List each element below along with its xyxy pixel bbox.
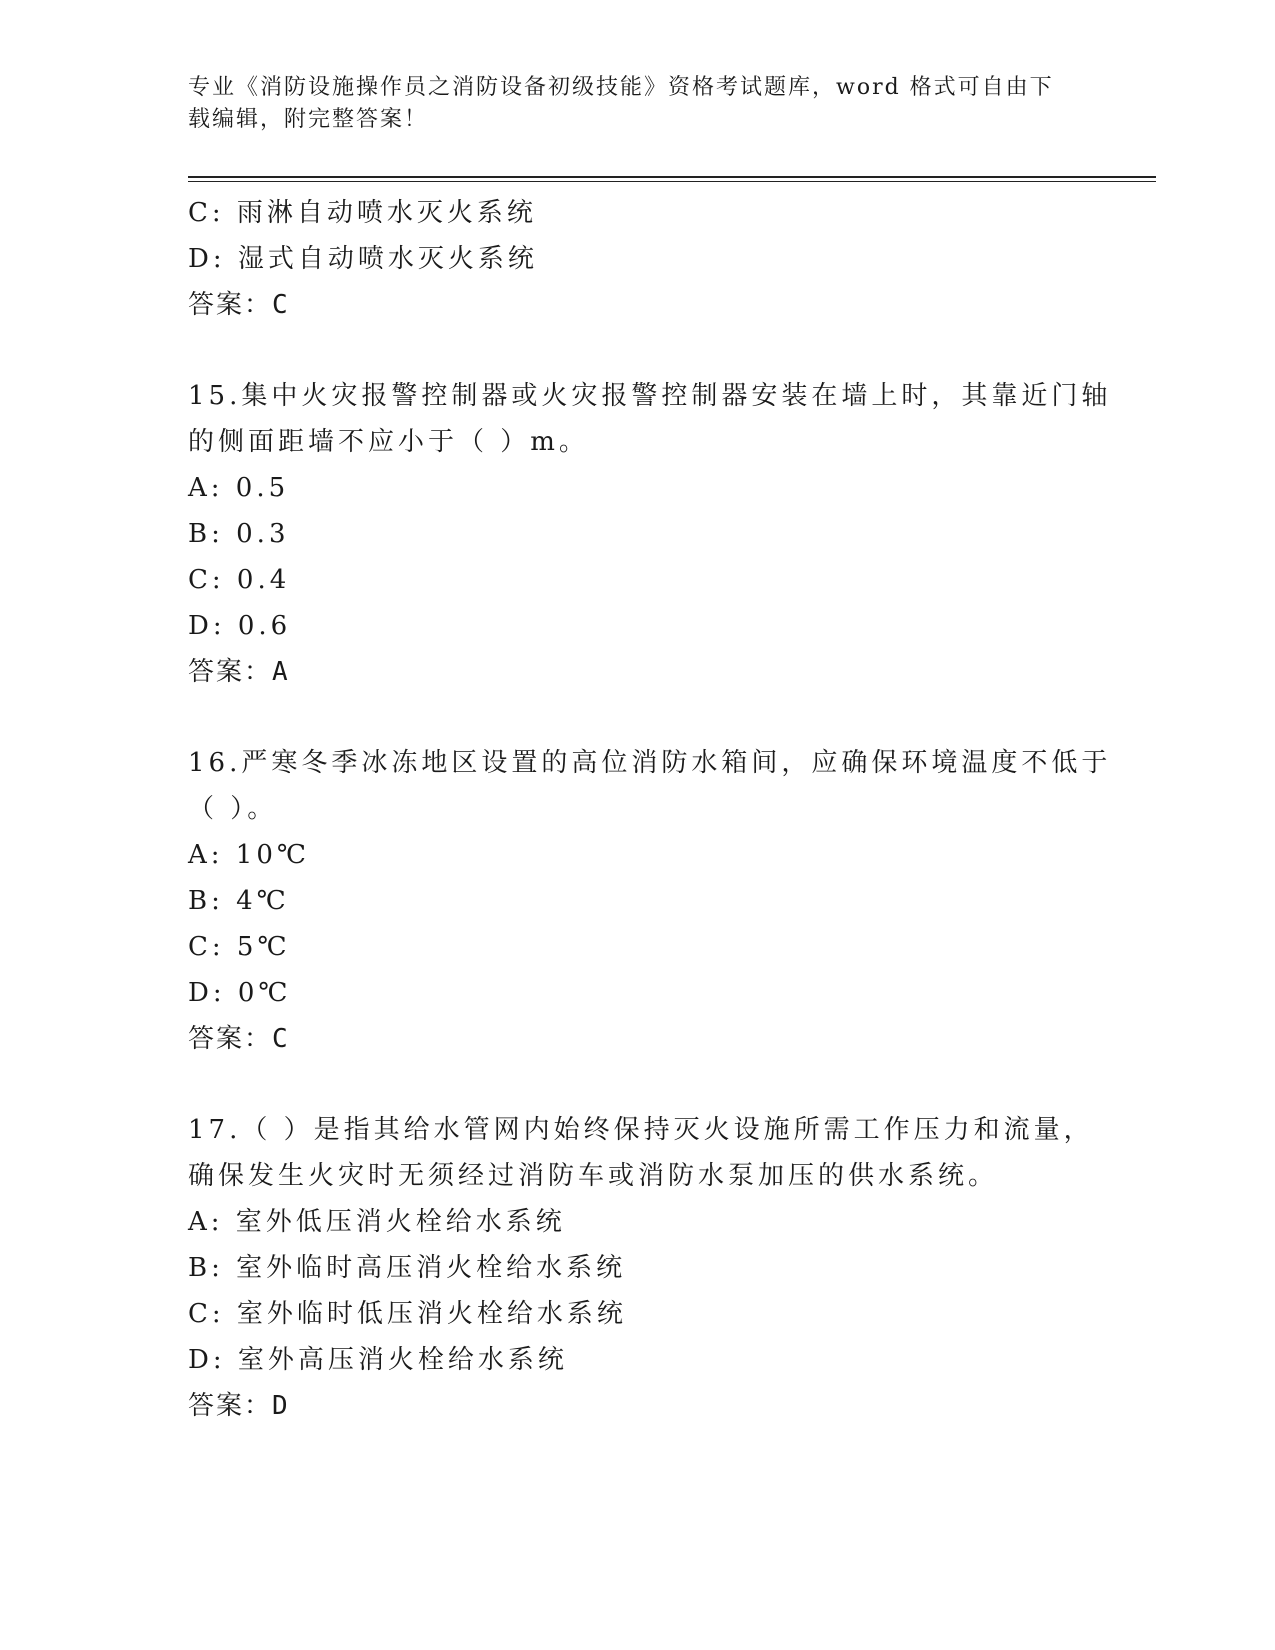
question-stem-line-1: 15.集中火灾报警控制器或火灾报警控制器安装在墙上时，其靠近门轴 [188, 381, 1112, 411]
answer-value: C [272, 1024, 290, 1054]
answer-label: 答案： [188, 657, 273, 687]
option-c: C: 室外临时低压消火栓给水系统 [188, 1299, 627, 1329]
option-a: A: 室外低压消火栓给水系统 [188, 1207, 566, 1237]
option-d: D: 0.6 [188, 611, 292, 641]
answer-line [188, 282, 1088, 328]
option-a: A: 0.5 [188, 473, 290, 503]
option-d: D: 0℃ [188, 978, 292, 1008]
answer-value: C [272, 290, 290, 320]
spacer [188, 695, 1088, 740]
option-d: D: 室外高压消火栓给水系统 [188, 1345, 568, 1375]
answer-label: 答案： [188, 290, 273, 320]
answer-line [188, 1383, 1088, 1429]
question-stem-line-2: （ ）。 [188, 794, 278, 824]
option-b: B: 0.3 [188, 519, 290, 549]
question-17 [188, 1107, 1094, 1429]
question-stem-line-1: 16.严寒冬季冰冻地区设置的高位消防水箱间，应确保环境温度不低于 [188, 748, 1112, 778]
option-c: C: 雨淋自动喷水灭火系统 [188, 198, 537, 228]
spacer [188, 1062, 1088, 1107]
option-c: C: 0.4 [188, 565, 291, 595]
header-line-1: 专业《消防设施操作员之消防设备初级技能》资格考试题库，word 格式可自由下 [188, 75, 1054, 100]
header-line-2: 载编辑，附完整答案！ [188, 107, 429, 132]
question-14 [188, 190, 1088, 328]
answer-value: A [272, 657, 290, 687]
spacer [188, 328, 1088, 373]
question-stem-line-1: 17.（ ）是指其给水管网内始终保持灭火设施所需工作压力和流量， [188, 1115, 1094, 1145]
answer-value: D [272, 1391, 290, 1421]
option-b: B: 4℃ [188, 886, 290, 916]
question-content [188, 190, 1112, 1429]
page-header [188, 72, 1088, 136]
question-15 [188, 373, 1112, 695]
header-divider-thick [188, 176, 1156, 178]
answer-label: 答案： [188, 1024, 273, 1054]
option-b: B: 室外临时高压消火栓给水系统 [188, 1253, 627, 1283]
question-stem-line-2: 的侧面距墙不应小于（ ）m。 [188, 427, 589, 457]
header-divider-thin [188, 181, 1156, 182]
option-d: D: 湿式自动喷水灭火系统 [188, 244, 538, 274]
answer-line [188, 649, 1088, 695]
answer-line [188, 1016, 1088, 1062]
question-stem-line-2: 确保发生火灾时无须经过消防车或消防水泵加压的供水系统。 [188, 1161, 999, 1191]
option-a: A: 10℃ [188, 840, 310, 870]
answer-label: 答案： [188, 1391, 273, 1421]
option-c: C: 5℃ [188, 932, 291, 962]
question-16 [188, 740, 1112, 1062]
